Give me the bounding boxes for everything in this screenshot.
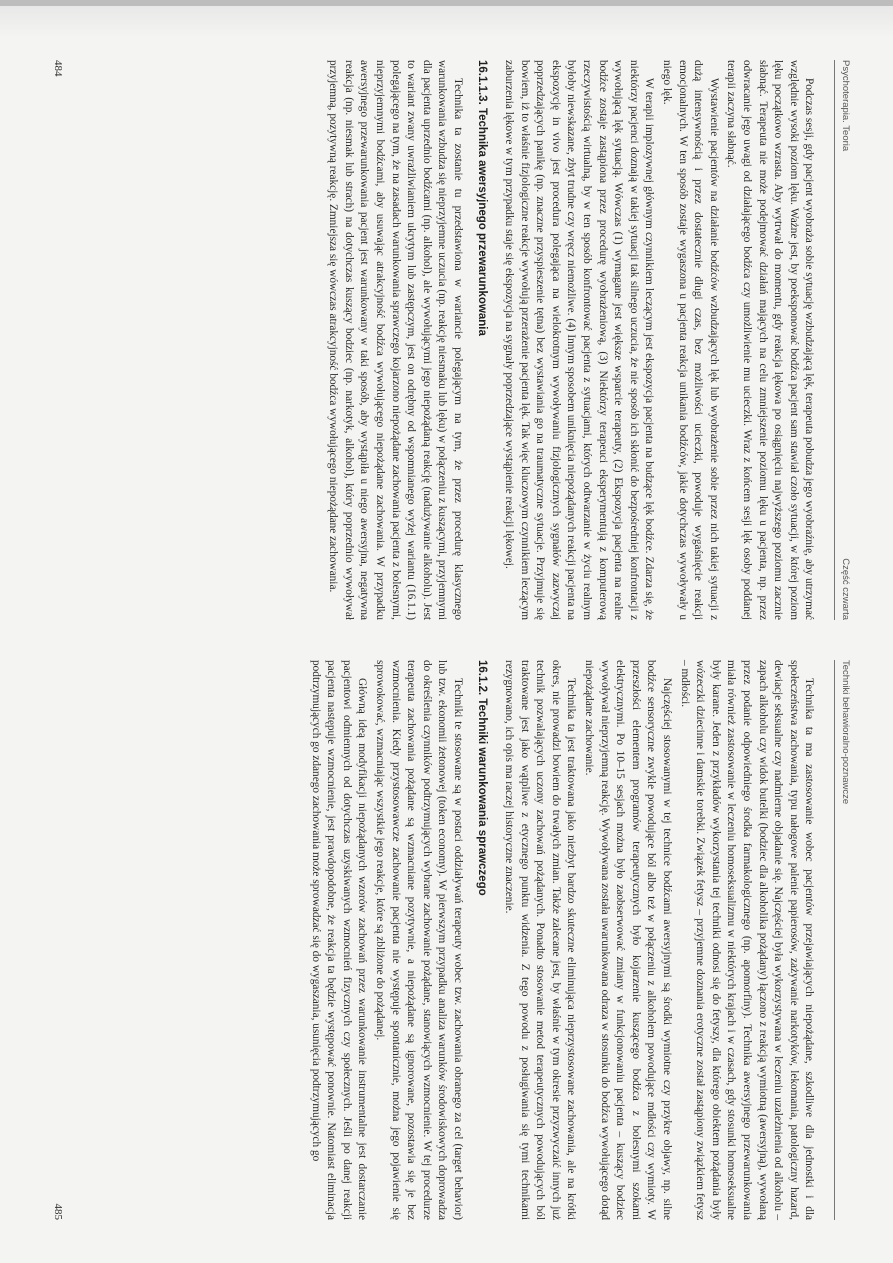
right-paragraph-2: Najczęściej stosowanymi w tej technice bodźcami awersyjnymi są środki wymiotne czy przykre objawy, np. silne bodźce sensoryczne zwykle powodujące ból albo też w połączeniu z alkoholem powodujące mdłości czy wymioty. W przeszłości elementem programów terapeutycznych było kojarzenie kuszącego bodźca z bolesnymi szokami elektrycznymi. Po 10–15 sesjach można było zaobserwować zmiany w funkcjonowaniu pacjenta – kuszący bodziec wywoływał nieprzyjemną reakcję. Wywoływana została uwarunkowana odraza w stosunku do bodźca wywołującego dotąd niepożądane zachowanie. bbox=[583, 660, 674, 1220]
left-paragraph-2: Wystawienie pacjentów na działanie bodźców wzbudzających lęk lub wyobrażenie sobie przez nich takiej sytuacji z dużą intensywnością i przez dostatecznie długi czas, bez możliwości ucieczki, powoduje wygaśnięcie reakcji emocjonalnych. W ten sposób zostaje wygaszona u pacjenta reakcja unikania bodźców, jakie dotychczas wywoływały u niego lęk. bbox=[661, 60, 720, 620]
section-heading-16-1-1-3: 16.1.1.3. Technika awersyjnego przewarunkowania bbox=[475, 60, 488, 336]
right-running-header bbox=[834, 660, 853, 1220]
right-paragraph-1: Technika ta ma zastosowanie wobec pacjentów przejawiających niepożądane, szkodliwe dla jednostki i dla społeczeństwa zachowania, typu nałogowe palenie papierosów, zażywanie narkotyków, lekomania, patologiczny hazard, dewiacje seksualne czy nadmierne objadanie się. Najczęściej była wykorzystywana w leczeniu uzależnienia od alkoholu – zapach alkoholu czy widok butelki (bodziec dla alkoholika pożądany) łączono z reakcją wymiotną (awersyjną), wywołaną przez podanie odpowiedniego środka farmakologicznego (np. apomorfiny). Technika awersyjnego przewarunkowania miała również zastosowanie w leczeniu homoseksualizmu w niektórych krajach i w czasach, gdy stosunki homoseksualne były karane. Jeden z przykładów wykorzystania tej techniki odnosi się do fetyszy, dla którego obiektem pożądania były wózeczki dziecinne i damskie torebki. Związek fetysz – przyjemne doznania erotyczne został zastąpiony związkiem fetysz – mdłości. bbox=[678, 660, 816, 1220]
left-paragraph-4: Technika ta zostanie tu przedstawiona w wariancie polegającym na tym, że przez procedurę klasycznego warunkowania wzbudza się nieprzyjemne uczucia (np. reakcję niesmaku lub lęku) w połączeniu z kuszącymi, przyjemnymi dla pacjenta uprzednio bodźcami (np. alkohol), ale wywołującymi jego niepożądaną reakcję (nadużywanie alkoholu). Jest to wariant zwany uwrażliwianiem ukrytym lub zastępczym, jest on odrębny od wspomnianego wyżej wariantu (16.1.1) polegającego na tym, że na zasadach warunkowania sprawczego kojarzono niepożądane zachowania pacjenta z bolesnymi, nieprzyjemnymi bodźcami, aby usuwając atrakcyjność bodźca wywołującego niepożądane zachowania. W przypadku awersyjnego przewarunkowania pacjent jest warunkowany w taki sposób, aby wystąpiła u niego awersyjna, negatywna reakcja (np. niesmak lub strach) na dotychczas kuszący bodziec (np. narkotyk, alkohol), który poprzednio wywoływał przyjemną, pozytywną reakcję. Zmniejsza się wówczas atrakcyjność bodźca wywołującego niepożądane zachowania. bbox=[327, 60, 464, 620]
right-paragraph-3: Technika ta jest traktowana jako niezbyt bardzo skuteczne eliminująca nieprzystosowane zachowania, ale na krótki okres, nie prowadzi bowiem do trwałych zmian. Także zalecane jest, by właśnie w tym okresie przyzwyczaić innych już technik pozwalających uczony zachowań pożądanych. Ponadto stosowanie metod terapeutycznych powodujących ból traktowane jest jako wątpliwe z etycznego punktu widzenia. Z tego powodu z posługiwania się tymi technikami rezygnowano, ich opis ma raczej historyczne znaczenie. bbox=[503, 660, 578, 1220]
page-number-right: 485 bbox=[51, 1203, 64, 1220]
left-header-part: Część czwarta bbox=[840, 558, 851, 620]
left-paragraph-1: Podczas sesji, gdy pacjent wyobraża sobie sytuację wzbudzającą lęk, terapeuta pobudza jego wyobraźnię, aby utrzymać względnie wysoki poziom lęku. Ważne jest, by poeksponować bodźca pacjent sam stawiał czoło sytuacji, w której poziom lęku początkowo wzrasta. Aby wytrwał do momentu, gdy reakcja lękowa po osiągnięciu najwyższego poziomu zacznie słabnąć. Terapeuta nie może podejmować działań mających na celu zmniejszenie poziomu lęku u pacjenta, np. przez odwracanie jego uwagi od działającego bodźca czy umożliwienie mu ucieczki. Wraz z końcem sesji lęk osoby poddanej terapii zaczyna słabnąć. bbox=[725, 60, 816, 620]
right-header-title: Techniki behawioralno-poznawcze bbox=[840, 660, 851, 805]
page-number-left: 484 bbox=[51, 60, 64, 77]
left-page bbox=[53, 60, 853, 620]
left-paragraph-3: W terapii implozywnej głównym czynnikiem leczącym jest ekspozycja pacjenta na budzące lęk bodźce. Zdarza się, że niektórzy pacjenci doznają w takiej sytuacji tak silnego uczucia, że nie sposób ich skłonić do bezpośredniej konfrontacji z wywołującą lęk sytuacją. Wówczas (1) wymagane jest większe wsparcie terapeuty, (2) Ekspozycja pacjenta na realne bodźce zostaje zastąpiona przez procedurę wyobrażeniową, (3) Niektórzy terapeuci eksperymentują z komputerową rzeczywistością wirtualną, by w ten sposób konfrontować pacjenta z sytuacjami, których odtwarzanie w życiu realnym byłoby niewskazane, zbyt trudne czy wręcz niemożliwe. (4) Innym sposobem uniknięcia niepożądanych reakcji pacjenta na ekspozycję in vivo jest procedura polegająca na wielokrotnym wywoływaniu fizjologicznych sygnałów zazwyczaj poprzedzających panikę (np. znaczne przyspieszenie tętna) bez wystawiania go na traumatyczne sytuacje. Przyjmuje się bowiem, iż to właśnie fizjologiczne reakcje wywołują przerażenie pacjenta lęk. Tak więc kluczowym czynnikiem leczącym zaburzenia lękowe w tym przypadku staje się ekspozycja na sygnały poprzedzające wystąpienie reakcji lękowej. bbox=[503, 60, 656, 620]
right-page bbox=[53, 660, 853, 1220]
section-heading-16-1-2: 16.1.2. Techniki warunkowania sprawczego bbox=[475, 660, 488, 896]
right-paragraph-5: Główną ideą modyfikacji niepożądanych wzorów zachowań przez warunkowanie instrumentalne jest dostarczanie pacjentowi odmiennych od dotychczas uzyskiwanych wzmocnień fizycznych czy społecznych. Jeśli po danej reakcji pacjenta następuje wzmocnienie, jest prawdopodobne, że reakcja ta będzie występować ponownie. Natomiast eliminacja podtrzymujących go zdanego zachowania może sprowadzać się do wygaszania, usunięcia podtrzymujących go bbox=[309, 660, 369, 1220]
left-header-title: Psychoterapia. Teoria bbox=[840, 60, 851, 152]
right-paragraph-4: Techniki te stosowane są w postaci oddziaływań terapeuty wobec tzw. zachowania obranego za cel (target behavior) lub tzw. ekonomii żetonowej (token economy). W pierwszym przypadku analiza warunków środowiskowych doprowadza do określenia czynników podtrzymujących wybrane zachowanie pożądane, stanowiących wzmocnienie. W tej procedurze terapeuta zachowania pożądane są wzmacniane pozytywnie, a niepożądane są ignorowane, pozostawia się je bez wzmocnienia. Kiedy przystosowawcze zachowanie pacjenta nie występuje spontanicznie, można jego pojawienie się sprowokować, wzmacniając wszystkie jego reakcje, które są zbliżone do pożądanej. bbox=[373, 660, 464, 1220]
left-running-header bbox=[834, 60, 853, 620]
